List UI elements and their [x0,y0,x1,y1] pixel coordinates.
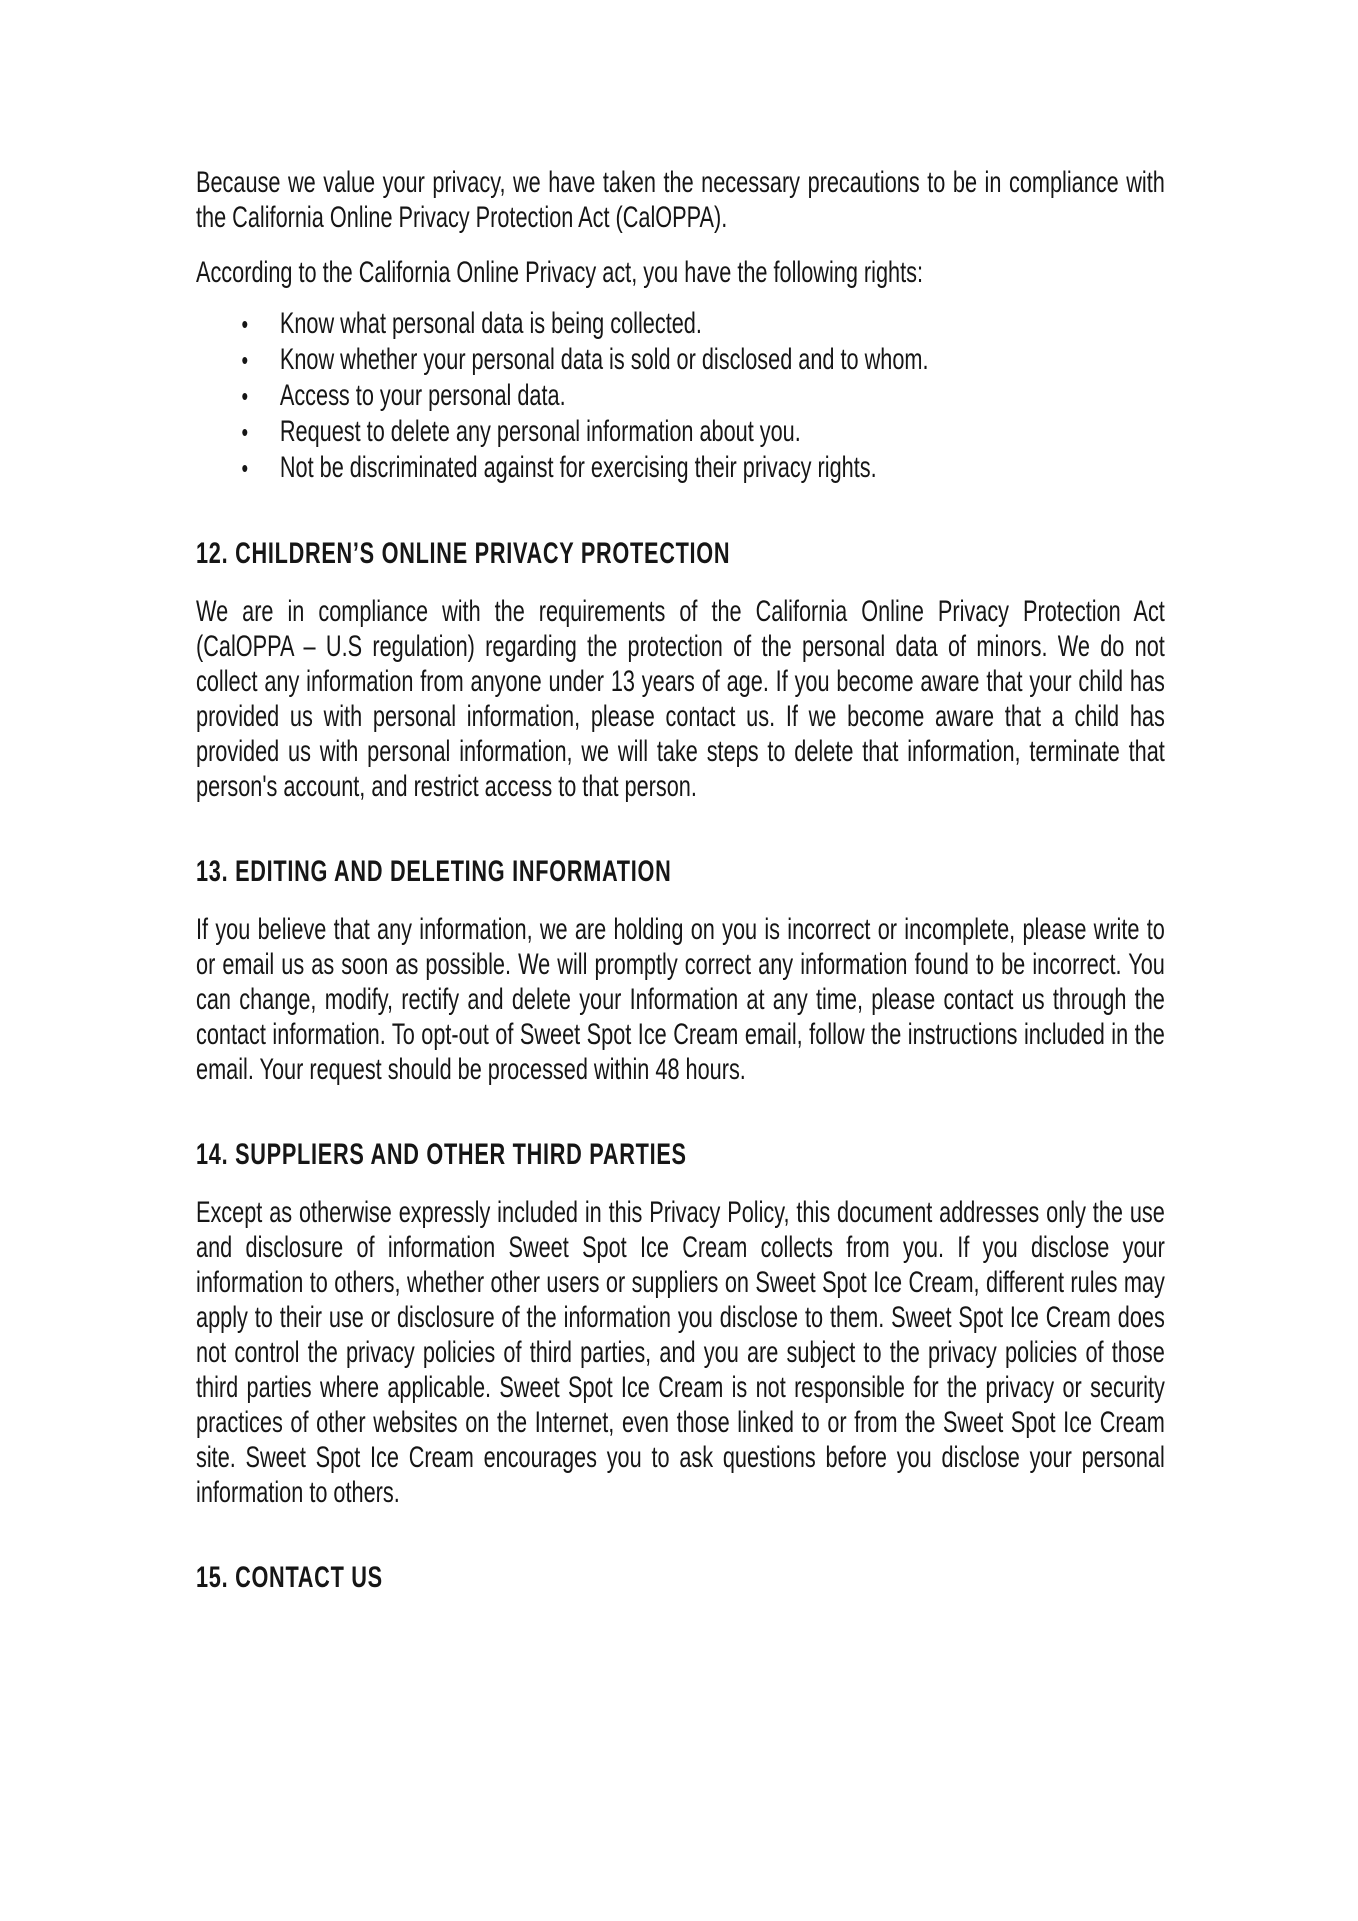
section-heading-suppliers-and-other-third-parties: 14. SUPPLIERS AND OTHER THIRD PARTIES [196,1138,687,1171]
paragraph-rights-intro: According to the California Online Privacy act, you have the following rights: [196,256,923,289]
bullet-icon: • [241,345,249,375]
bullet-icon: • [241,381,249,411]
section-heading-editing-and-deleting-information: 13. EDITING AND DELETING INFORMATION [196,855,672,888]
list-item-text: Know what personal data is being collected. [279,307,702,340]
section-body-childrens-online-privacy-protection: We are in compliance with the requirements of the California Online Privacy Protection Act (CalOPPA – U.S regulation) regarding the protection of the personal data of minors. We do not collect any information from anyone under 13 years of age. If you become aware that your child has provided us with personal information, please contact us. If we become aware that a child has provided us with personal information, we will take steps to delete that information, terminate that person's account, and restrict access to that person. [196,595,1165,803]
bullet-icon: • [241,309,249,339]
paragraph-caloppa-compliance: Because we value your privacy, we have taken the necessary precautions to be in compliance with the California Online Privacy Protection Act (CalOPPA). [196,166,1165,234]
list-item [196,378,1165,414]
list-item [196,342,1165,378]
list-item-text: Access to your personal data. [279,379,566,412]
rights-list [196,306,1165,486]
list-item [196,306,1165,342]
list-item [196,414,1165,450]
section-heading-childrens-online-privacy-protection: 12. CHILDREN’S ONLINE PRIVACY PROTECTION [196,537,731,570]
page-content [196,165,1165,1595]
bullet-icon: • [241,453,249,483]
bullet-icon: • [241,417,249,447]
list-item-text: Not be discriminated against for exercising their privacy rights. [279,451,877,484]
list-item-text: Know whether your personal data is sold or disclosed and to whom. [279,343,929,376]
list-item-text: Request to delete any personal information about you. [279,415,801,448]
list-item [196,450,1165,486]
section-body-editing-and-deleting-information: If you believe that any information, we are holding on you is incorrect or incomplete, please write to or email us as soon as possible. We will promptly correct any information found to be incorrect. You can change, modify, rectify and delete your Information at any time, please contact us through the contact information. To opt-out of Sweet Spot Ice Cream email, follow the instructions included in the email. Your request should be processed within 48 hours. [196,913,1165,1086]
section-body-suppliers-and-other-third-parties: Except as otherwise expressly included in this Privacy Policy, this document addresses only the use and disclosure of information Sweet Spot Ice Cream collects from you. If you disclose your information to others, whether other users or suppliers on Sweet Spot Ice Cream, different rules may apply to their use or disclosure of the information you disclose to them. Sweet Spot Ice Cream does not control the privacy policies of third parties, and you are subject to the privacy policies of those third parties where applicable. Sweet Spot Ice Cream is not responsible for the privacy or security practices of other websites on the Internet, even those linked to or from the Sweet Spot Ice Cream site. Sweet Spot Ice Cream encourages you to ask questions before you disclose your personal information to others. [196,1196,1165,1509]
section-heading-contact-us: 15. CONTACT US [196,1561,383,1594]
